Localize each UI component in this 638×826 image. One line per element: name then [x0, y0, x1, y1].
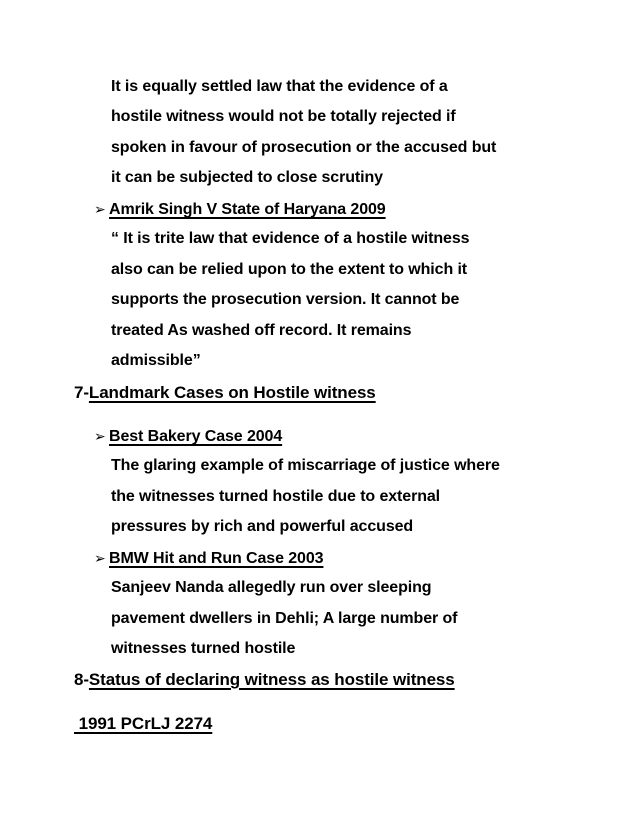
- arrow-bullet-icon: ➢: [94, 550, 106, 566]
- case-amrik-heading: [94, 199, 386, 220]
- case-bakery-line-1: The glaring example of miscarriage of justice where: [111, 457, 500, 474]
- intro-line-2: hostile witness would not be totally rejected if: [111, 108, 456, 125]
- case-amrik-line-2: also can be relied upon to the extent to which it: [111, 261, 468, 278]
- case-bmw-line-2: pavement dwellers in Dehli; A large number of: [111, 610, 458, 627]
- case-amrik-line-1: “ It is trite law that evidence of a hostile witness: [111, 230, 470, 247]
- case-bmw-line-3: witnesses turned hostile: [111, 640, 296, 657]
- arrow-bullet-icon: ➢: [94, 428, 106, 444]
- section-7-heading: [74, 383, 376, 403]
- section-8-heading: [74, 670, 455, 690]
- section-7-title: Landmark Cases on Hostile witness: [88, 383, 376, 402]
- section-8-title: Status of declaring witness as hostile witness: [88, 670, 455, 689]
- case-amrik-title: Amrik Singh V State of Haryana 2009: [109, 201, 386, 218]
- case-bakery-title: Best Bakery Case 2004: [109, 428, 283, 445]
- section-7-number: 7-: [74, 383, 89, 402]
- section-8-number: 8-: [74, 670, 89, 689]
- intro-line-4: it can be subjected to close scrutiny: [111, 169, 383, 186]
- arrow-bullet-icon: ➢: [94, 201, 106, 217]
- intro-line-3: spoken in favour of prosecution or the accused but: [111, 139, 497, 156]
- case-bmw-line-1: Sanjeev Nanda allegedly run over sleeping: [111, 579, 432, 596]
- case-bakery-line-2: the witnesses turned hostile due to external: [111, 488, 441, 505]
- case-bmw-title: BMW Hit and Run Case 2003: [109, 550, 324, 567]
- case-bmw-heading: [94, 548, 323, 569]
- citation: 1991 PCrLJ 2274: [74, 714, 213, 733]
- case-amrik-line-4: treated As washed off record. It remains: [111, 322, 412, 339]
- case-amrik-line-3: supports the prosecution version. It cannot be: [111, 291, 460, 308]
- case-amrik-line-5: admissible”: [111, 352, 201, 369]
- case-bakery-line-3: pressures by rich and powerful accused: [111, 518, 414, 535]
- intro-line-1: It is equally settled law that the evidence of a: [111, 78, 448, 95]
- case-bakery-heading: [94, 426, 282, 447]
